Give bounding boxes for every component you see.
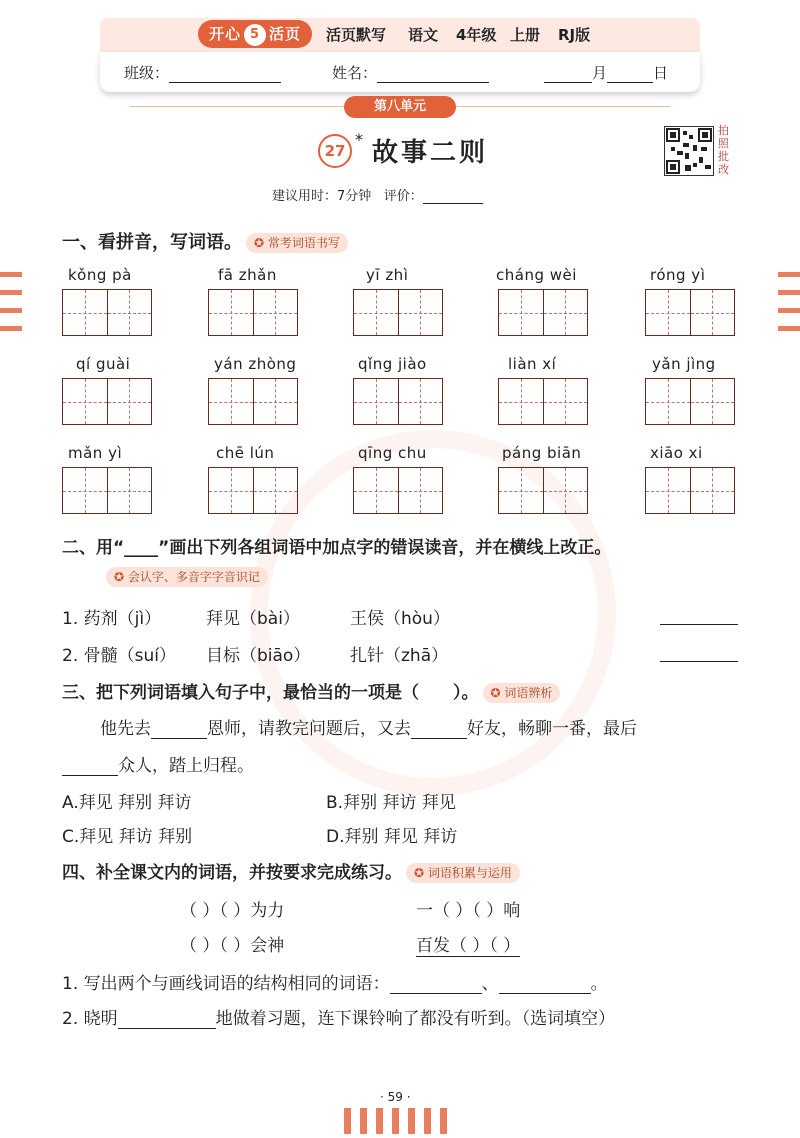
class-field[interactable]: 班级： [124, 62, 281, 83]
target-icon: ✪ [414, 866, 425, 880]
option-d[interactable]: D.拜别 拜见 拜访 [326, 827, 458, 847]
writing-grid[interactable] [353, 289, 443, 336]
date-field[interactable]: 月 日 [544, 62, 668, 83]
writing-grid[interactable] [353, 467, 443, 514]
pinyin: qǐng jiào [358, 355, 427, 373]
pinyin: yǎn jìng [652, 355, 716, 373]
writing-grid[interactable] [208, 378, 298, 425]
option-a[interactable]: A.拜见 拜别 拜访 [62, 793, 192, 813]
left-stripes [0, 272, 22, 344]
brand-logo: 开心 5 活页 [198, 20, 312, 48]
grade-label: 4年级 [456, 26, 497, 44]
writing-grid[interactable] [645, 378, 735, 425]
pinyin: chē lún [216, 444, 275, 462]
q3-heading: 三、把下列词语填入句子中，最恰当的一项是（ ）。 ✪ 词语辨析 [62, 678, 560, 703]
header-band [100, 18, 700, 52]
answer-line[interactable] [660, 661, 738, 662]
writing-grid[interactable] [498, 289, 588, 336]
qr-code-icon[interactable] [664, 126, 714, 176]
writing-grid[interactable] [353, 378, 443, 425]
pinyin: qí guài [76, 355, 131, 373]
q3-sentence-line-1: 他先去 恩师，请教完问题后，又去 好友，畅聊一番，最后 [100, 719, 637, 739]
volume-label: 上册 [510, 26, 541, 44]
series-label: 活页默写 [326, 26, 387, 44]
q4-heading: 四、补全课文内的词语，并按要求完成练习。 ✪ 词语积累与运用 [62, 858, 520, 883]
writing-grid[interactable] [62, 289, 152, 336]
footer-bars [344, 1108, 456, 1138]
lesson-star: * [355, 130, 363, 149]
target-icon: ✪ [490, 686, 501, 700]
writing-grid[interactable] [62, 378, 152, 425]
q2-item: 扎针（zhā） [350, 646, 449, 666]
pinyin: róng yì [650, 266, 706, 284]
writing-grid[interactable] [645, 289, 735, 336]
name-field[interactable]: 姓名： [332, 62, 489, 83]
writing-grid[interactable] [498, 467, 588, 514]
right-stripes [778, 272, 800, 344]
writing-grid[interactable] [498, 378, 588, 425]
q2-tag: ✪ 会认字、多音字字音识记 [106, 567, 268, 587]
q2-item: 拜见（bài） [206, 609, 300, 629]
q4-phrase: （ ）（ ）会神 [180, 936, 285, 956]
q4-tag: ✪ 词语积累与运用 [406, 863, 520, 883]
q4-phrase: 一（ ）（ ）响 [416, 901, 521, 921]
lesson-number: 27 [318, 134, 352, 168]
pinyin: qīng chu [358, 444, 427, 462]
writing-grid[interactable] [645, 467, 735, 514]
option-c[interactable]: C.拜见 拜访 拜别 [62, 827, 193, 847]
q2-row-2: 2. 骨髓（suí） [62, 646, 176, 666]
pinyin: yán zhòng [214, 355, 297, 373]
q2-row-1: 1. 药剂（jì） [62, 609, 162, 629]
edition-label: RJ版 [558, 26, 591, 44]
pinyin: páng biān [502, 444, 582, 462]
q2-tag-wrap [102, 566, 268, 587]
q2-heading: 二、用“____”画出下列各组词语中加点字的错误读音，并在横线上改正。 [62, 538, 612, 558]
unit-badge: 第八单元 [344, 96, 456, 118]
pinyin: kǒng pà [68, 266, 132, 284]
pinyin: cháng wèi [496, 266, 577, 284]
writing-grid[interactable] [208, 467, 298, 514]
target-icon: ✪ [114, 569, 125, 584]
q3-tag: ✪ 词语辨析 [483, 683, 561, 703]
qr-label: 拍 照 批 改 [718, 124, 729, 176]
writing-grid[interactable] [62, 467, 152, 514]
pinyin: mǎn yì [68, 444, 123, 462]
q2-item: 王侯（hòu） [350, 609, 450, 629]
pinyin: fā zhǎn [218, 266, 277, 284]
q4-subquestion-1: 1. 写出两个与画线词语的结构相同的词语： 、 。 [62, 974, 608, 994]
subject-label: 语文 [408, 26, 439, 44]
q1-heading: 一、看拼音，写词语。 ✪ 常考词语书写 [62, 228, 348, 254]
q2-item: 目标（biāo） [206, 646, 311, 666]
q1-tag: ✪ 常考词语书写 [246, 233, 348, 253]
suggested-time: 建议用时：7分钟 评价： [272, 185, 483, 204]
pinyin: xiāo xi [650, 444, 703, 462]
pinyin: liàn xí [508, 355, 557, 373]
q4-underlined-phrase: 百发（ ）（ ） [416, 931, 520, 957]
q4-phrase: （ ）（ ）为力 [180, 901, 285, 921]
page-title: 故事二则 [372, 138, 489, 168]
option-b[interactable]: B.拜别 拜访 拜见 [326, 793, 456, 813]
q4-subquestion-2: 2. 晓明 地做着习题，连下课铃响了都没有听到。（选词填空） [62, 1009, 616, 1029]
pinyin: yī zhì [366, 266, 409, 284]
page-number: · 59 · [380, 1090, 411, 1104]
q3-sentence-line-2: 众人，踏上归程。 [62, 751, 254, 776]
writing-grid[interactable] [208, 289, 298, 336]
answer-line[interactable] [660, 624, 738, 625]
target-icon: ✪ [254, 236, 265, 250]
